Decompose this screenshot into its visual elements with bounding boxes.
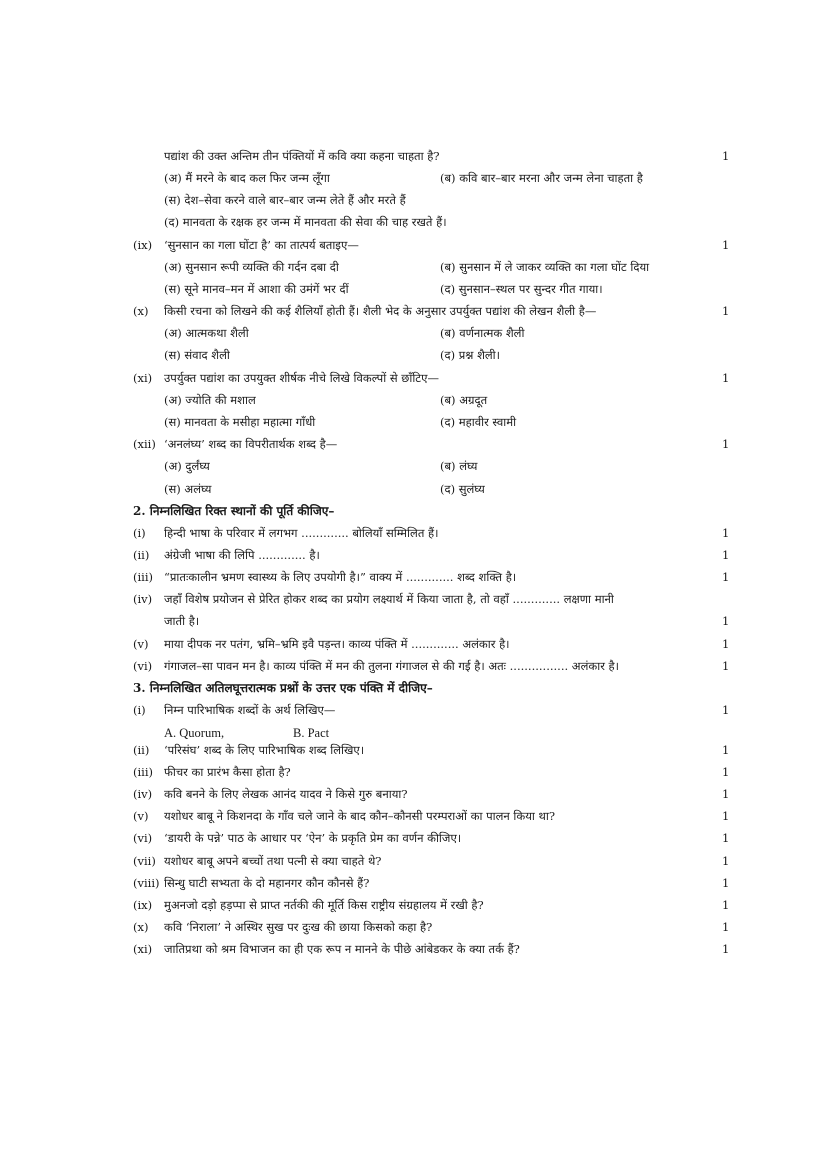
item-text: यशोधर बाबू ने किशनदा के गाँव चले जाने के बाद कौन–कौनसी परम्पराओं का पालन किया था? <box>164 809 556 823</box>
item-text: माया दीपक नर पतंग, भ्रमि–भ्रमि इवै पड़न्त। काव्य पंक्ति में ............. अलंकार है। <box>164 637 510 651</box>
item-text: फीचर का प्रारंभ कैसा होता है? <box>164 765 291 779</box>
item-text: कवि ‘निराला’ ने अस्थिर सुख पर दुःख की छाया किसको कहा है? <box>164 920 433 934</box>
question-number: (ix) <box>133 238 153 252</box>
marks: 1 <box>722 238 730 252</box>
item-text: हिन्दी भाषा के परिवार में लगभग ............. बोलियाँ सम्मिलित हैं। <box>164 526 439 540</box>
option-d: (द) सुलंघ्य <box>440 482 485 496</box>
item-number: (iv) <box>133 787 153 801</box>
item-number: (xi) <box>133 942 153 956</box>
option-b: (ब) वर्णनात्मक शैली <box>440 326 525 340</box>
term-a: A. Quorum, <box>164 726 225 740</box>
term-b: B. Pact <box>293 726 330 740</box>
item-number: (i) <box>133 703 146 717</box>
option-c: (स) अलंघ्य <box>164 482 212 496</box>
option-c: (स) देश–सेवा करने वाले बार–बार जन्म लेते हैं और मरते हैं <box>164 193 406 207</box>
item-number: (ii) <box>133 743 150 757</box>
option-c: (स) मानवता के मसीहा महात्मा गाँधी <box>164 415 316 429</box>
item-text: यशोधर बाबू अपने बच्चों तथा पत्नी से क्या चाहते थे? <box>164 854 382 868</box>
question-text: ‘सुनसान का गला घोंटा है’ का तात्पर्य बताइए— <box>164 238 359 252</box>
question-number: (xii) <box>133 437 156 451</box>
marks: 1 <box>722 149 730 163</box>
option-a: (अ) मैं मरने के बाद कल फिर जन्म लूँगा <box>164 171 330 185</box>
option-c: (स) संवाद शैली <box>164 348 230 362</box>
question-text: पद्यांश की उक्त अन्तिम तीन पंक्तियों में कवि क्या कहना चाहता है? <box>164 149 440 163</box>
item-number: (iv) <box>133 592 153 606</box>
marks: 1 <box>722 304 730 318</box>
marks: 1 <box>722 809 730 823</box>
item-text: मुअनजो दड़ो हड़प्पा से प्राप्त नर्तकी की मूर्ति किस राष्ट्रीय संग्रहालय में रखी है? <box>164 898 484 912</box>
option-a: (अ) सुनसान रूपी व्यक्ति की गर्दन दबा दी <box>164 260 339 274</box>
item-number: (ii) <box>133 548 150 562</box>
item-text: ‘परिसंघ’ शब्द के लिए पारिभाषिक शब्द लिखिए। <box>164 743 365 757</box>
item-number: (iii) <box>133 570 154 584</box>
item-text: अंग्रेजी भाषा की लिपि ............. है। <box>164 548 320 562</box>
item-text: निम्न पारिभाषिक शब्दों के अर्थ लिखिए— <box>164 703 336 717</box>
option-b: (ब) लंघ्य <box>440 459 478 473</box>
option-d: (द) सुनसान–स्थल पर सुन्दर गीत गाया। <box>440 282 603 296</box>
marks: 1 <box>722 854 730 868</box>
marks: 1 <box>722 831 730 845</box>
question-number: (xi) <box>133 371 153 385</box>
option-c: (स) सूने मानव–मन में आशा की उमंगें भर दीं <box>164 282 349 296</box>
item-number: (ix) <box>133 898 153 912</box>
item-text: “प्रातःकालीन भ्रमण स्वास्थ्य के लिए उपयोगी है।” वाक्य में ............. शब्द शक्ति है। <box>164 570 517 584</box>
item-number: (x) <box>133 920 149 934</box>
item-number: (vi) <box>133 831 153 845</box>
marks: 1 <box>722 614 730 628</box>
marks: 1 <box>722 787 730 801</box>
option-b: (ब) सुनसान में ले जाकर व्यक्ति का गला घोंट दिया <box>440 260 650 274</box>
marks: 1 <box>722 570 730 584</box>
marks: 1 <box>722 898 730 912</box>
marks: 1 <box>722 637 730 651</box>
section-heading: 3. निम्नलिखित अतिलघूत्तरात्मक प्रश्नों के उत्तर एक पंक्ति में दीजिए– <box>133 681 433 695</box>
marks: 1 <box>722 548 730 562</box>
marks: 1 <box>722 437 730 451</box>
question-text: ‘अनलंघ्य’ शब्द का विपरीतार्थक शब्द है— <box>164 437 338 451</box>
marks: 1 <box>722 703 730 717</box>
question-text: किसी रचना को लिखने की कई शैलियाँ होती हैं। शैली भेद के अनुसार उपर्युक्त पद्यांश की लेखन शैली है— <box>164 304 597 318</box>
marks: 1 <box>722 526 730 540</box>
option-d: (द) मानवता के रक्षक हर जन्म में मानवता की सेवा की चाह रखते हैं। <box>164 215 447 229</box>
option-d: (द) प्रश्न शैली। <box>440 348 501 362</box>
item-number: (i) <box>133 526 146 540</box>
item-text: जहाँ विशेष प्रयोजन से प्रेरित होकर शब्द का प्रयोग लक्ष्यार्थ में किया जाता है, तो वहाँ ............. लक्षणा मानी <box>164 592 614 606</box>
question-number: (x) <box>133 304 149 318</box>
item-number: (vii) <box>133 854 156 868</box>
option-a: (अ) आत्मकथा शैली <box>164 326 249 340</box>
section-heading: 2. निम्नलिखित रिक्त स्थानों की पूर्ति कीजिए– <box>133 504 335 518</box>
item-text: जातिप्रथा को श्रम विभाजन का ही एक रूप न मानने के पीछे आंबेडकर के क्या तर्क हैं? <box>164 942 520 956</box>
marks: 1 <box>722 765 730 779</box>
marks: 1 <box>722 920 730 934</box>
option-b: (ब) अग्रदूत <box>440 393 488 407</box>
marks: 1 <box>722 371 730 385</box>
marks: 1 <box>722 876 730 890</box>
question-text: उपर्युक्त पद्यांश का उपयुक्त शीर्षक नीचे लिखे विकल्पों से छाँटिए— <box>164 371 439 385</box>
item-number: (vi) <box>133 659 153 673</box>
item-text: ‘डायरी के पन्ने’ पाठ के आधार पर ‘ऐन’ के प्रकृति प्रेम का वर्णन कीजिए। <box>164 831 462 845</box>
item-number: (v) <box>133 637 149 651</box>
item-number: (viii) <box>133 876 160 890</box>
marks: 1 <box>722 743 730 757</box>
item-text: सिन्धु घाटी सभ्यता के दो महानगर कौन कौनसे हैं? <box>164 876 370 890</box>
item-number: (iii) <box>133 765 154 779</box>
option-a: (अ) ज्योति की मशाल <box>164 393 256 407</box>
item-text-continued: जाती है। <box>164 614 200 628</box>
item-text: कवि बनने के लिए लेखक आनंद यादव ने किसे गुरु बनाया? <box>164 787 408 801</box>
item-text: गंगाजल–सा पावन मन है। काव्य पंक्ति में मन की तुलना गंगाजल से की गई है। अतः ................ अलंकार है। <box>164 659 620 673</box>
item-number: (v) <box>133 809 149 823</box>
option-b: (ब) कवि बार–बार मरना और जन्म लेना चाहता है <box>440 171 643 185</box>
option-a: (अ) दुर्लंघ्य <box>164 459 210 473</box>
marks: 1 <box>722 659 730 673</box>
marks: 1 <box>722 942 730 956</box>
option-d: (द) महावीर स्वामी <box>440 415 517 429</box>
